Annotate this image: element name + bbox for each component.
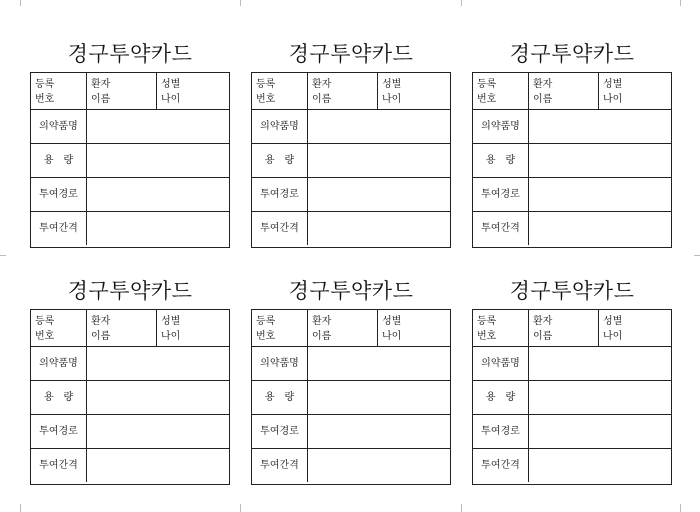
registration-label-line2: 번호 <box>35 94 55 105</box>
patient-name-cell[interactable] <box>87 310 157 346</box>
card-table <box>30 309 230 485</box>
interval-row <box>252 449 450 483</box>
route-label: 투여경로 <box>252 178 308 211</box>
card-table <box>472 72 672 248</box>
patient-label-line1: 환자 <box>533 79 553 90</box>
interval-label: 투여간격 <box>31 212 87 245</box>
dosage-row <box>473 381 671 415</box>
route-field[interactable] <box>87 178 229 211</box>
interval-field[interactable] <box>529 449 671 482</box>
cut-mark-bottom-mid2 <box>461 504 462 512</box>
medicine-name-row <box>473 347 671 381</box>
dosage-field[interactable] <box>87 381 229 414</box>
sex-age-cell[interactable] <box>157 310 229 346</box>
cut-mark-bottom-left <box>20 504 21 512</box>
dosage-field[interactable] <box>308 144 450 177</box>
sex-age-cell[interactable] <box>157 73 229 109</box>
medicine-name-label: 의약품명 <box>252 110 308 143</box>
medicine-name-label: 의약품명 <box>31 347 87 380</box>
cut-mark-top-mid1 <box>240 0 241 6</box>
registration-label-line1: 등록 <box>477 316 497 327</box>
sex-age-cell[interactable] <box>599 73 671 109</box>
dosage-field[interactable] <box>529 381 671 414</box>
patient-label-line2: 이름 <box>91 331 111 342</box>
sex-label: 성별 <box>161 79 181 90</box>
age-label: 나이 <box>603 331 623 342</box>
route-label: 투여경로 <box>31 415 87 448</box>
interval-row <box>473 212 671 246</box>
dosage-label: 용 량 <box>473 144 529 177</box>
registration-label-line1: 등록 <box>35 79 55 90</box>
route-row <box>31 178 229 212</box>
medicine-name-label: 의약품명 <box>473 347 529 380</box>
sex-age-cell[interactable] <box>599 310 671 346</box>
cut-mark-right-mid <box>694 255 700 256</box>
patient-label-line2: 이름 <box>91 94 111 105</box>
interval-label: 투여간격 <box>252 449 308 482</box>
route-row <box>252 415 450 449</box>
dosage-row <box>31 144 229 178</box>
medicine-name-field[interactable] <box>308 347 450 380</box>
dosage-row <box>31 381 229 415</box>
registration-label-line2: 번호 <box>35 331 55 342</box>
header-row <box>473 73 671 110</box>
registration-label-line1: 등록 <box>256 79 276 90</box>
sex-label: 성별 <box>382 79 402 90</box>
patient-label-line1: 환자 <box>91 79 111 90</box>
registration-number-cell[interactable] <box>473 310 529 346</box>
card-title: 경구투약카드 <box>509 42 635 66</box>
registration-label-line2: 번호 <box>256 94 276 105</box>
patient-name-cell[interactable] <box>529 73 599 109</box>
medicine-name-field[interactable] <box>87 110 229 143</box>
route-label: 투여경로 <box>31 178 87 211</box>
card-table <box>472 309 672 485</box>
dosage-row <box>252 144 450 178</box>
route-field[interactable] <box>529 415 671 448</box>
registration-label-line1: 등록 <box>35 316 55 327</box>
registration-number-cell[interactable] <box>252 73 308 109</box>
patient-name-cell[interactable] <box>308 73 378 109</box>
registration-label-line2: 번호 <box>256 331 276 342</box>
medicine-name-row <box>252 110 450 144</box>
dosage-label: 용 량 <box>252 144 308 177</box>
cut-mark-bottom-mid1 <box>240 504 241 512</box>
route-row <box>473 178 671 212</box>
cut-mark-bottom-right <box>680 504 681 512</box>
sex-label: 성별 <box>382 316 402 327</box>
dosage-row <box>473 144 671 178</box>
patient-label-line2: 이름 <box>312 94 332 105</box>
registration-number-cell[interactable] <box>252 310 308 346</box>
interval-label: 투여간격 <box>31 449 87 482</box>
registration-label-line2: 번호 <box>477 94 497 105</box>
interval-label: 투여간격 <box>252 212 308 245</box>
cut-mark-top-mid2 <box>461 0 462 6</box>
dosage-field[interactable] <box>87 144 229 177</box>
registration-label-line1: 등록 <box>477 79 497 90</box>
interval-row <box>473 449 671 483</box>
registration-label-line2: 번호 <box>477 331 497 342</box>
sex-label: 성별 <box>603 316 623 327</box>
registration-number-cell[interactable] <box>31 310 87 346</box>
patient-label-line1: 환자 <box>312 79 332 90</box>
interval-label: 투여간격 <box>473 212 529 245</box>
route-row <box>252 178 450 212</box>
interval-label: 투여간격 <box>473 449 529 482</box>
card-table <box>251 309 451 485</box>
header-row <box>473 310 671 347</box>
sex-age-cell[interactable] <box>378 310 450 346</box>
card-title: 경구투약카드 <box>67 42 193 66</box>
medicine-name-row <box>252 347 450 381</box>
patient-name-cell[interactable] <box>529 310 599 346</box>
medicine-name-label: 의약품명 <box>473 110 529 143</box>
sex-age-cell[interactable] <box>378 73 450 109</box>
patient-label-line2: 이름 <box>312 331 332 342</box>
age-label: 나이 <box>603 94 623 105</box>
patient-label-line1: 환자 <box>533 316 553 327</box>
interval-row <box>31 212 229 246</box>
medicine-name-row <box>31 347 229 381</box>
medicine-name-row <box>473 110 671 144</box>
card-title: 경구투약카드 <box>509 279 635 303</box>
patient-name-cell[interactable] <box>308 310 378 346</box>
interval-row <box>31 449 229 483</box>
card-title: 경구투약카드 <box>288 42 414 66</box>
cut-mark-left-mid <box>0 255 6 256</box>
interval-field[interactable] <box>87 449 229 482</box>
medicine-name-field[interactable] <box>529 110 671 143</box>
patient-label-line2: 이름 <box>533 331 553 342</box>
dosage-field[interactable] <box>529 144 671 177</box>
interval-field[interactable] <box>308 212 450 245</box>
header-row <box>252 73 450 110</box>
medicine-name-row <box>31 110 229 144</box>
cut-mark-top-right <box>680 0 681 6</box>
route-label: 투여경로 <box>473 178 529 211</box>
header-row <box>31 73 229 110</box>
age-label: 나이 <box>161 331 181 342</box>
registration-number-cell[interactable] <box>31 73 87 109</box>
route-row <box>31 415 229 449</box>
card-title: 경구투약카드 <box>288 279 414 303</box>
route-field[interactable] <box>308 178 450 211</box>
patient-label-line2: 이름 <box>533 94 553 105</box>
medicine-name-label: 의약품명 <box>252 347 308 380</box>
dosage-label: 용 량 <box>252 381 308 414</box>
age-label: 나이 <box>382 94 402 105</box>
patient-name-cell[interactable] <box>87 73 157 109</box>
route-field[interactable] <box>529 178 671 211</box>
interval-field[interactable] <box>87 212 229 245</box>
dosage-field[interactable] <box>308 381 450 414</box>
medicine-name-field[interactable] <box>308 110 450 143</box>
age-label: 나이 <box>161 94 181 105</box>
registration-label-line1: 등록 <box>256 316 276 327</box>
interval-field[interactable] <box>529 212 671 245</box>
dosage-label: 용 량 <box>473 381 529 414</box>
medicine-name-field[interactable] <box>87 347 229 380</box>
sex-label: 성별 <box>603 79 623 90</box>
dosage-row <box>252 381 450 415</box>
card-table <box>251 72 451 248</box>
header-row <box>252 310 450 347</box>
sex-label: 성별 <box>161 316 181 327</box>
interval-row <box>252 212 450 246</box>
route-label: 투여경로 <box>473 415 529 448</box>
dosage-label: 용 량 <box>31 144 87 177</box>
card-table <box>30 72 230 248</box>
route-label: 투여경로 <box>252 415 308 448</box>
cut-mark-top-left <box>20 0 21 6</box>
card-title: 경구투약카드 <box>67 279 193 303</box>
medicine-name-label: 의약품명 <box>31 110 87 143</box>
interval-field[interactable] <box>308 449 450 482</box>
patient-label-line1: 환자 <box>91 316 111 327</box>
patient-label-line1: 환자 <box>312 316 332 327</box>
registration-number-cell[interactable] <box>473 73 529 109</box>
age-label: 나이 <box>382 331 402 342</box>
route-row <box>473 415 671 449</box>
dosage-label: 용 량 <box>31 381 87 414</box>
header-row <box>31 310 229 347</box>
route-field[interactable] <box>308 415 450 448</box>
route-field[interactable] <box>87 415 229 448</box>
medicine-name-field[interactable] <box>529 347 671 380</box>
